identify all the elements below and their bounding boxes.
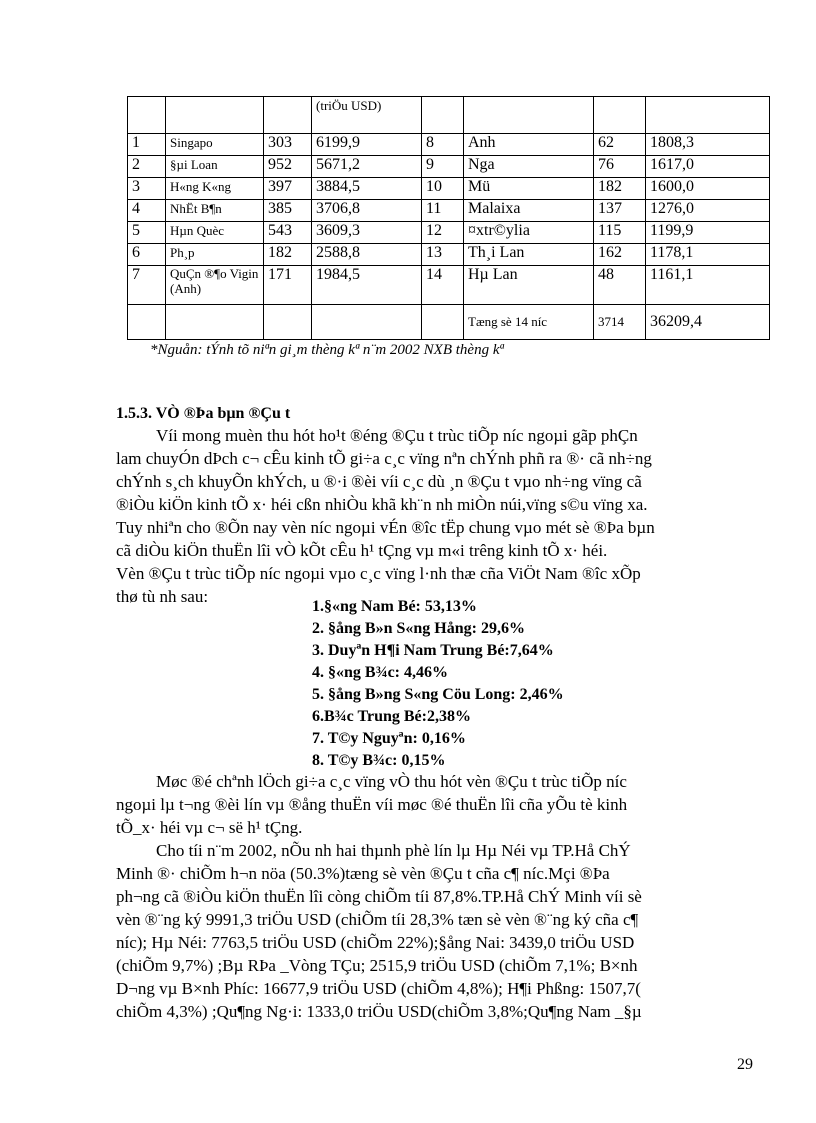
capital-cell: 1199,9 bbox=[646, 222, 770, 244]
country-cell: Mü bbox=[464, 178, 594, 200]
country-cell: Th¸i Lan bbox=[464, 244, 594, 266]
text-line: thø tù nh sau: bbox=[116, 587, 209, 606]
capital-cell: 3706,8 bbox=[312, 200, 422, 222]
rank-cell: 14 bbox=[422, 266, 464, 305]
capital-cell: 1808,3 bbox=[646, 134, 770, 156]
capital-cell: 1617,0 bbox=[646, 156, 770, 178]
region-item: 5. §ång B»ng S«ng Cöu Long: 2,46% bbox=[312, 686, 564, 703]
capital-cell: 2588,8 bbox=[312, 244, 422, 266]
project-count-cell: 48 bbox=[594, 266, 646, 305]
text-line: Vèn ®Çu t trùc tiÕp níc ngoµi vµo c¸c vïng l·nh thæ cña ViÖt Nam ®îc xÕp bbox=[116, 564, 641, 583]
country-cell: ¤xtr©ylia bbox=[464, 222, 594, 244]
rank-cell: 9 bbox=[422, 156, 464, 178]
capital-cell: 1178,1 bbox=[646, 244, 770, 266]
total-value-cell: 36209,4 bbox=[646, 305, 770, 340]
table-row bbox=[128, 244, 770, 266]
unit-cell: (triÖu USD) bbox=[312, 97, 422, 134]
text-line: chÝnh s¸ch khuyÕn khÝch, u ®·i ®èi víi c¸c dù ¸n ®Çu t vµo nh÷ng vïng cã bbox=[116, 472, 642, 491]
capital-cell: 1600,0 bbox=[646, 178, 770, 200]
rank-cell: 12 bbox=[422, 222, 464, 244]
project-count-cell: 543 bbox=[264, 222, 312, 244]
capital-cell: 6199,9 bbox=[312, 134, 422, 156]
region-item: 1.§«ng Nam Bé: 53,13% bbox=[312, 598, 477, 615]
rank-cell: 10 bbox=[422, 178, 464, 200]
text-line: ph¬ng cã ®iÒu kiÖn thuËn lîi còng chiÕm tíi 87,8%.TP.Hå ChÝ Minh víi sè bbox=[116, 887, 642, 906]
section-heading: 1.5.3. VÒ ®Þa bµn ®Çu t bbox=[116, 405, 291, 422]
region-item: 3. Duyªn H¶i Nam Trung Bé:7,64% bbox=[312, 642, 554, 659]
text-line: ngoµi lµ t¬ng ®èi lín vµ ®ång thuËn víi møc ®é thuËn lîi cña yÕu tè kinh bbox=[116, 795, 628, 814]
rank-cell: 3 bbox=[128, 178, 166, 200]
capital-cell: 5671,2 bbox=[312, 156, 422, 178]
country-cell: Ph¸p bbox=[166, 244, 264, 266]
total-count-cell: 3714 bbox=[594, 305, 646, 340]
rank-cell: 1 bbox=[128, 134, 166, 156]
table-row bbox=[128, 156, 770, 178]
table-header-row bbox=[128, 97, 770, 134]
project-count-cell: 182 bbox=[264, 244, 312, 266]
country-cell: H«ng K«ng bbox=[166, 178, 264, 200]
rank-cell: 2 bbox=[128, 156, 166, 178]
country-cell: Anh bbox=[464, 134, 594, 156]
text-line: vèn ®¨ng ký 9991,3 triÖu USD (chiÕm tíi 28,3% tæn sè vèn ®¨ng ký cña c¶ bbox=[116, 910, 639, 929]
rank-cell: 6 bbox=[128, 244, 166, 266]
project-count-cell: 162 bbox=[594, 244, 646, 266]
project-count-cell: 182 bbox=[594, 178, 646, 200]
investment-table bbox=[127, 96, 770, 340]
capital-cell: 3609,3 bbox=[312, 222, 422, 244]
rank-cell: 4 bbox=[128, 200, 166, 222]
page-number: 29 bbox=[737, 1056, 753, 1073]
rank-cell: 5 bbox=[128, 222, 166, 244]
capital-cell: 1984,5 bbox=[312, 266, 422, 305]
text-line: cã diÒu kiÖn thuËn lîi vÒ kÕt cÊu h¹ tÇng vµ m«i trêng kinh tÕ x· héi. bbox=[116, 541, 608, 560]
region-item: 2. §ång B»n S«ng Hång: 29,6% bbox=[312, 620, 525, 637]
table-row bbox=[128, 178, 770, 200]
text-line: lam chuyÓn dÞch c¬ cÊu kinh tÕ gi÷a c¸c vïng nªn chÝnh phñ ra ®· cã nh÷ng bbox=[116, 449, 652, 468]
country-cell: NhËt B¶n bbox=[166, 200, 264, 222]
project-count-cell: 171 bbox=[264, 266, 312, 305]
project-count-cell: 303 bbox=[264, 134, 312, 156]
capital-cell: 3884,5 bbox=[312, 178, 422, 200]
table-row bbox=[128, 134, 770, 156]
project-count-cell: 397 bbox=[264, 178, 312, 200]
country-cell: Malaixa bbox=[464, 200, 594, 222]
country-cell: §µi Loan bbox=[166, 156, 264, 178]
capital-cell: 1276,0 bbox=[646, 200, 770, 222]
text-line: níc); Hµ Néi: 7763,5 triÖu USD (chiÕm 22%);§ång Nai: 3439,0 triÖu USD bbox=[116, 933, 635, 952]
total-label-cell: Tæng sè 14 níc bbox=[464, 305, 594, 340]
text-line: chiÕm 4,3%) ;Qu¶ng Ng·i: 1333,0 triÖu USD(chiÕm 3,8%;Qu¶ng Nam _§µ bbox=[116, 1002, 642, 1021]
text-line: (chiÕm 9,7%) ;Bµ RÞa _Vòng TÇu; 2515,9 triÖu USD (chiÕm 7,1%; B×nh bbox=[116, 956, 638, 975]
table-row bbox=[128, 200, 770, 222]
table-total-row bbox=[128, 305, 770, 340]
paragraph-intro bbox=[116, 424, 738, 608]
region-item: 6.B¾c Trung Bé:2,38% bbox=[312, 708, 471, 725]
text-line: Cho tíi n¨m 2002, nÕu nh hai thµnh phè lín lµ Hµ Néi vµ TP.Hå ChÝ bbox=[156, 841, 631, 860]
paragraph-gap bbox=[116, 770, 738, 839]
region-list bbox=[312, 596, 564, 772]
country-cell: QuÇn ®¶o Vigin (Anh) bbox=[166, 266, 264, 305]
text-line: tÕ_x· héi vµ c¬ së h¹ tÇng. bbox=[116, 818, 303, 837]
region-item: 4. §«ng B¾c: 4,46% bbox=[312, 664, 448, 681]
text-line: Víi mong muèn thu hót ho¹t ®éng ®Çu t trùc tiÕp níc ngoµi gãp phÇn bbox=[156, 426, 638, 445]
country-cell: Nga bbox=[464, 156, 594, 178]
text-line: ®iÒu kiÖn kinh tÕ x· héi cßn nhiÒu khã kh¨n nh miÒn núi,vïng s©u vïng xa. bbox=[116, 495, 648, 514]
country-cell: Hµn Quèc bbox=[166, 222, 264, 244]
text-line: Tuy nhiªn cho ®Õn nay vèn níc ngoµi vÉn ®îc tËp chung vµo mét sè ®Þa bµn bbox=[116, 518, 655, 537]
project-count-cell: 385 bbox=[264, 200, 312, 222]
project-count-cell: 62 bbox=[594, 134, 646, 156]
source-note: *Nguån: tÝnh tõ niªn gi¸m thèng kª n¨m 2002 NXB thèng kª bbox=[150, 342, 504, 358]
text-line: Møc ®é chªnh lÖch gi÷a c¸c vïng vÒ thu hót vèn ®Çu t trùc tiÕp níc bbox=[156, 772, 627, 791]
rank-cell: 11 bbox=[422, 200, 464, 222]
paragraph-cities bbox=[116, 839, 738, 1023]
country-cell: Hµ Lan bbox=[464, 266, 594, 305]
rank-cell: 7 bbox=[128, 266, 166, 305]
text-line: Minh ®· chiÕm h¬n nöa (50.3%)tæng sè vèn ®Çu t cña c¶ níc.Mçi ®Þa bbox=[116, 864, 610, 883]
table-row bbox=[128, 222, 770, 244]
rank-cell: 13 bbox=[422, 244, 464, 266]
text-line: D¬ng vµ B×nh Phíc: 16677,9 triÖu USD (chiÕm 4,8%); H¶i Phßng: 1507,7( bbox=[116, 979, 641, 998]
project-count-cell: 952 bbox=[264, 156, 312, 178]
rank-cell: 8 bbox=[422, 134, 464, 156]
project-count-cell: 115 bbox=[594, 222, 646, 244]
region-item: 7. T©y Nguyªn: 0,16% bbox=[312, 730, 466, 747]
capital-cell: 1161,1 bbox=[646, 266, 770, 305]
region-item: 8. T©y B¾c: 0,15% bbox=[312, 752, 446, 769]
project-count-cell: 76 bbox=[594, 156, 646, 178]
country-cell: Singapo bbox=[166, 134, 264, 156]
project-count-cell: 137 bbox=[594, 200, 646, 222]
table-row bbox=[128, 266, 770, 305]
